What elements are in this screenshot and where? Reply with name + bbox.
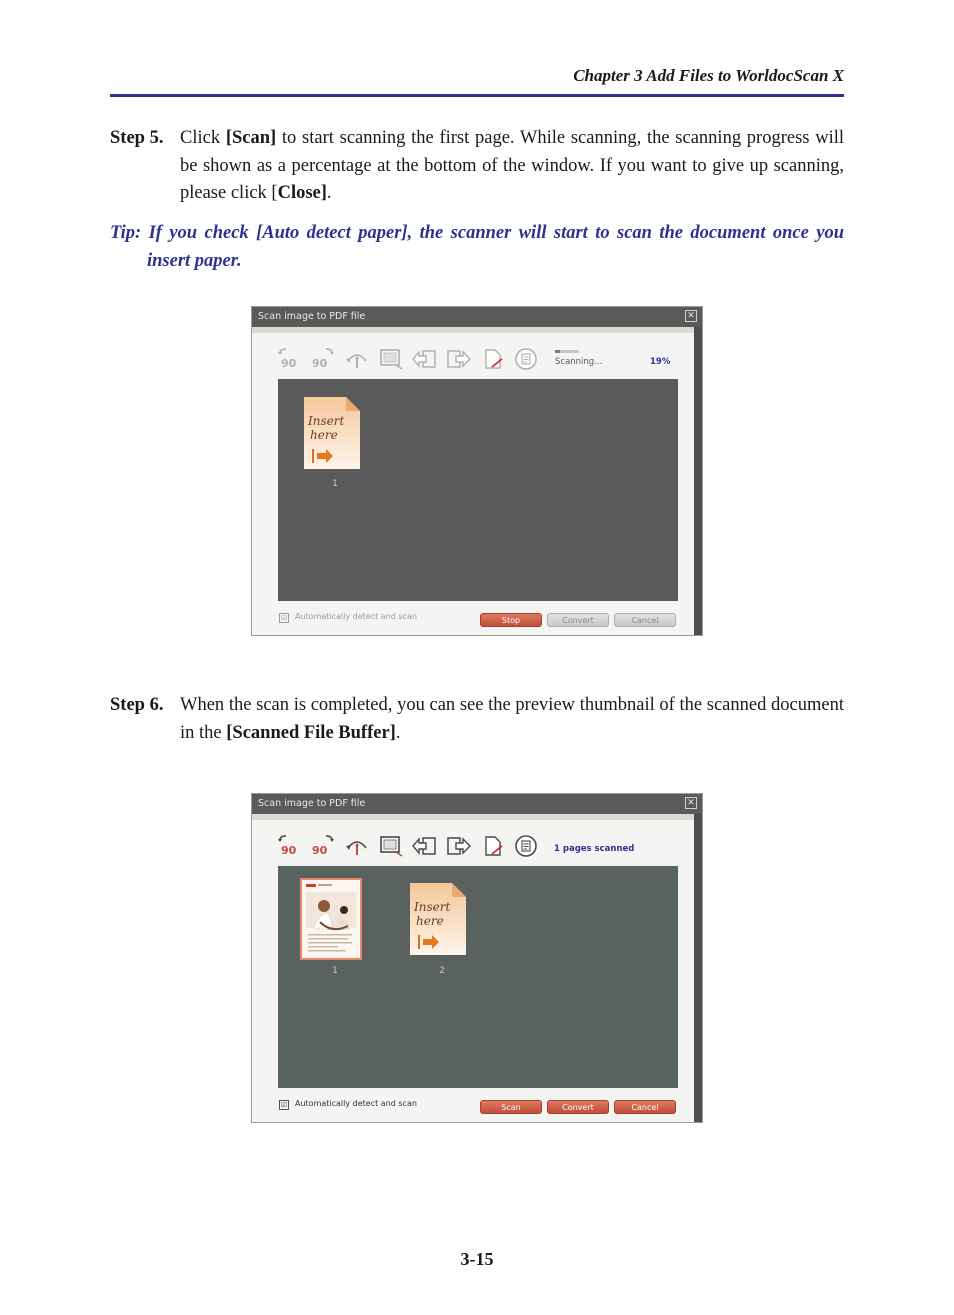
scan-status-text: Scanning... [555,357,603,367]
move-right-icon[interactable] [446,834,472,858]
step-6-label: Step 6. [110,695,164,715]
window-top-strip [252,327,694,333]
page-number-label: 2 [439,966,445,976]
scanned-file-buffer [278,379,678,601]
scan-progress-fill [555,350,560,353]
checkbox-icon: ☑ [280,1101,288,1109]
scan-window-completed [251,793,703,1123]
window-right-border [694,814,702,1122]
page-number: 3-15 [460,1249,494,1269]
cancel-button[interactable]: Cancel [614,613,676,627]
crop-icon[interactable] [378,347,404,371]
delete-page-icon[interactable] [480,347,506,371]
flip-icon[interactable] [344,347,370,371]
checkbox-label: Automatically detect and scan [295,1099,417,1108]
window-titlebar [252,307,702,327]
svg-text:90: 90 [281,357,297,370]
scan-status-text: 1 pages scanned [554,844,635,854]
page-thumbnail-scanned[interactable] [300,878,362,960]
svg-text:Insert: Insert [414,900,451,914]
svg-text:90: 90 [312,357,328,370]
step-5-label: Step 5. [110,128,164,148]
delete-page-icon[interactable] [480,834,506,858]
auto-detect-checkbox[interactable] [279,612,417,623]
properties-icon[interactable] [514,347,540,371]
scan-window-scanning [251,306,703,636]
close-icon[interactable]: ✕ [685,797,697,809]
page-number-label: 1 [332,966,338,976]
cancel-button[interactable]: Cancel [614,1100,676,1114]
move-left-icon[interactable] [412,347,438,371]
scan-button[interactable]: Scan [480,1100,542,1114]
scan-progress-bar [555,350,579,353]
page-thumbnail-insert[interactable] [304,397,360,469]
svg-text:90: 90 [312,844,328,857]
page-thumbnail-insert[interactable] [410,883,466,955]
close-icon[interactable]: ✕ [685,310,697,322]
window-title: Scan image to PDF file [258,311,366,322]
chapter-header: Chapter 3 Add Files to WorldocScan X [573,66,844,85]
window-title: Scan image to PDF file [258,798,366,809]
step-5-text: Click [Scan] to start scanning the first page. While scanning, the scanning progress will be shown as a percentage at the bottom of the window. If you want to give up scanning, please click [Close]. [180,128,844,203]
svg-text:Insert: Insert [308,414,345,428]
window-top-strip [252,814,694,820]
insert-here-icon [304,397,360,469]
tip-text: Tip: If you check [Auto detect paper], the scanner will start to scan the document once you insert paper. [110,223,844,271]
step-6 [110,692,844,747]
svg-text:here: here [416,914,444,928]
step-6-text: When the scan is completed, you can see the preview thumbnail of the scanned document in the [Scanned File Buffer]. [180,695,844,743]
window-titlebar [252,794,702,814]
crop-icon[interactable] [378,834,404,858]
rotate-left-90-icon[interactable] [276,347,302,371]
scanned-file-buffer [278,866,678,1088]
stop-button[interactable]: Stop [480,613,542,627]
scanned-page-image [300,878,362,960]
move-left-icon[interactable] [412,834,438,858]
header-rule [110,94,844,97]
scan-percent: 19% [650,357,671,367]
insert-here-icon [410,883,466,955]
flip-icon[interactable] [344,834,370,858]
window-right-border [694,327,702,635]
step-5 [110,125,844,208]
svg-text:90: 90 [281,844,297,857]
page-number-label: 1 [332,479,338,489]
rotate-right-90-icon[interactable] [310,347,336,371]
convert-button[interactable]: Convert [547,1100,609,1114]
checkbox-icon: ☑ [280,614,288,622]
rotate-right-90-icon[interactable] [310,834,336,858]
move-right-icon[interactable] [446,347,472,371]
convert-button[interactable]: Convert [547,613,609,627]
checkbox-label: Automatically detect and scan [295,612,417,621]
rotate-left-90-icon[interactable] [276,834,302,858]
properties-icon[interactable] [514,834,540,858]
svg-text:here: here [310,428,338,442]
auto-detect-checkbox[interactable] [279,1099,417,1110]
